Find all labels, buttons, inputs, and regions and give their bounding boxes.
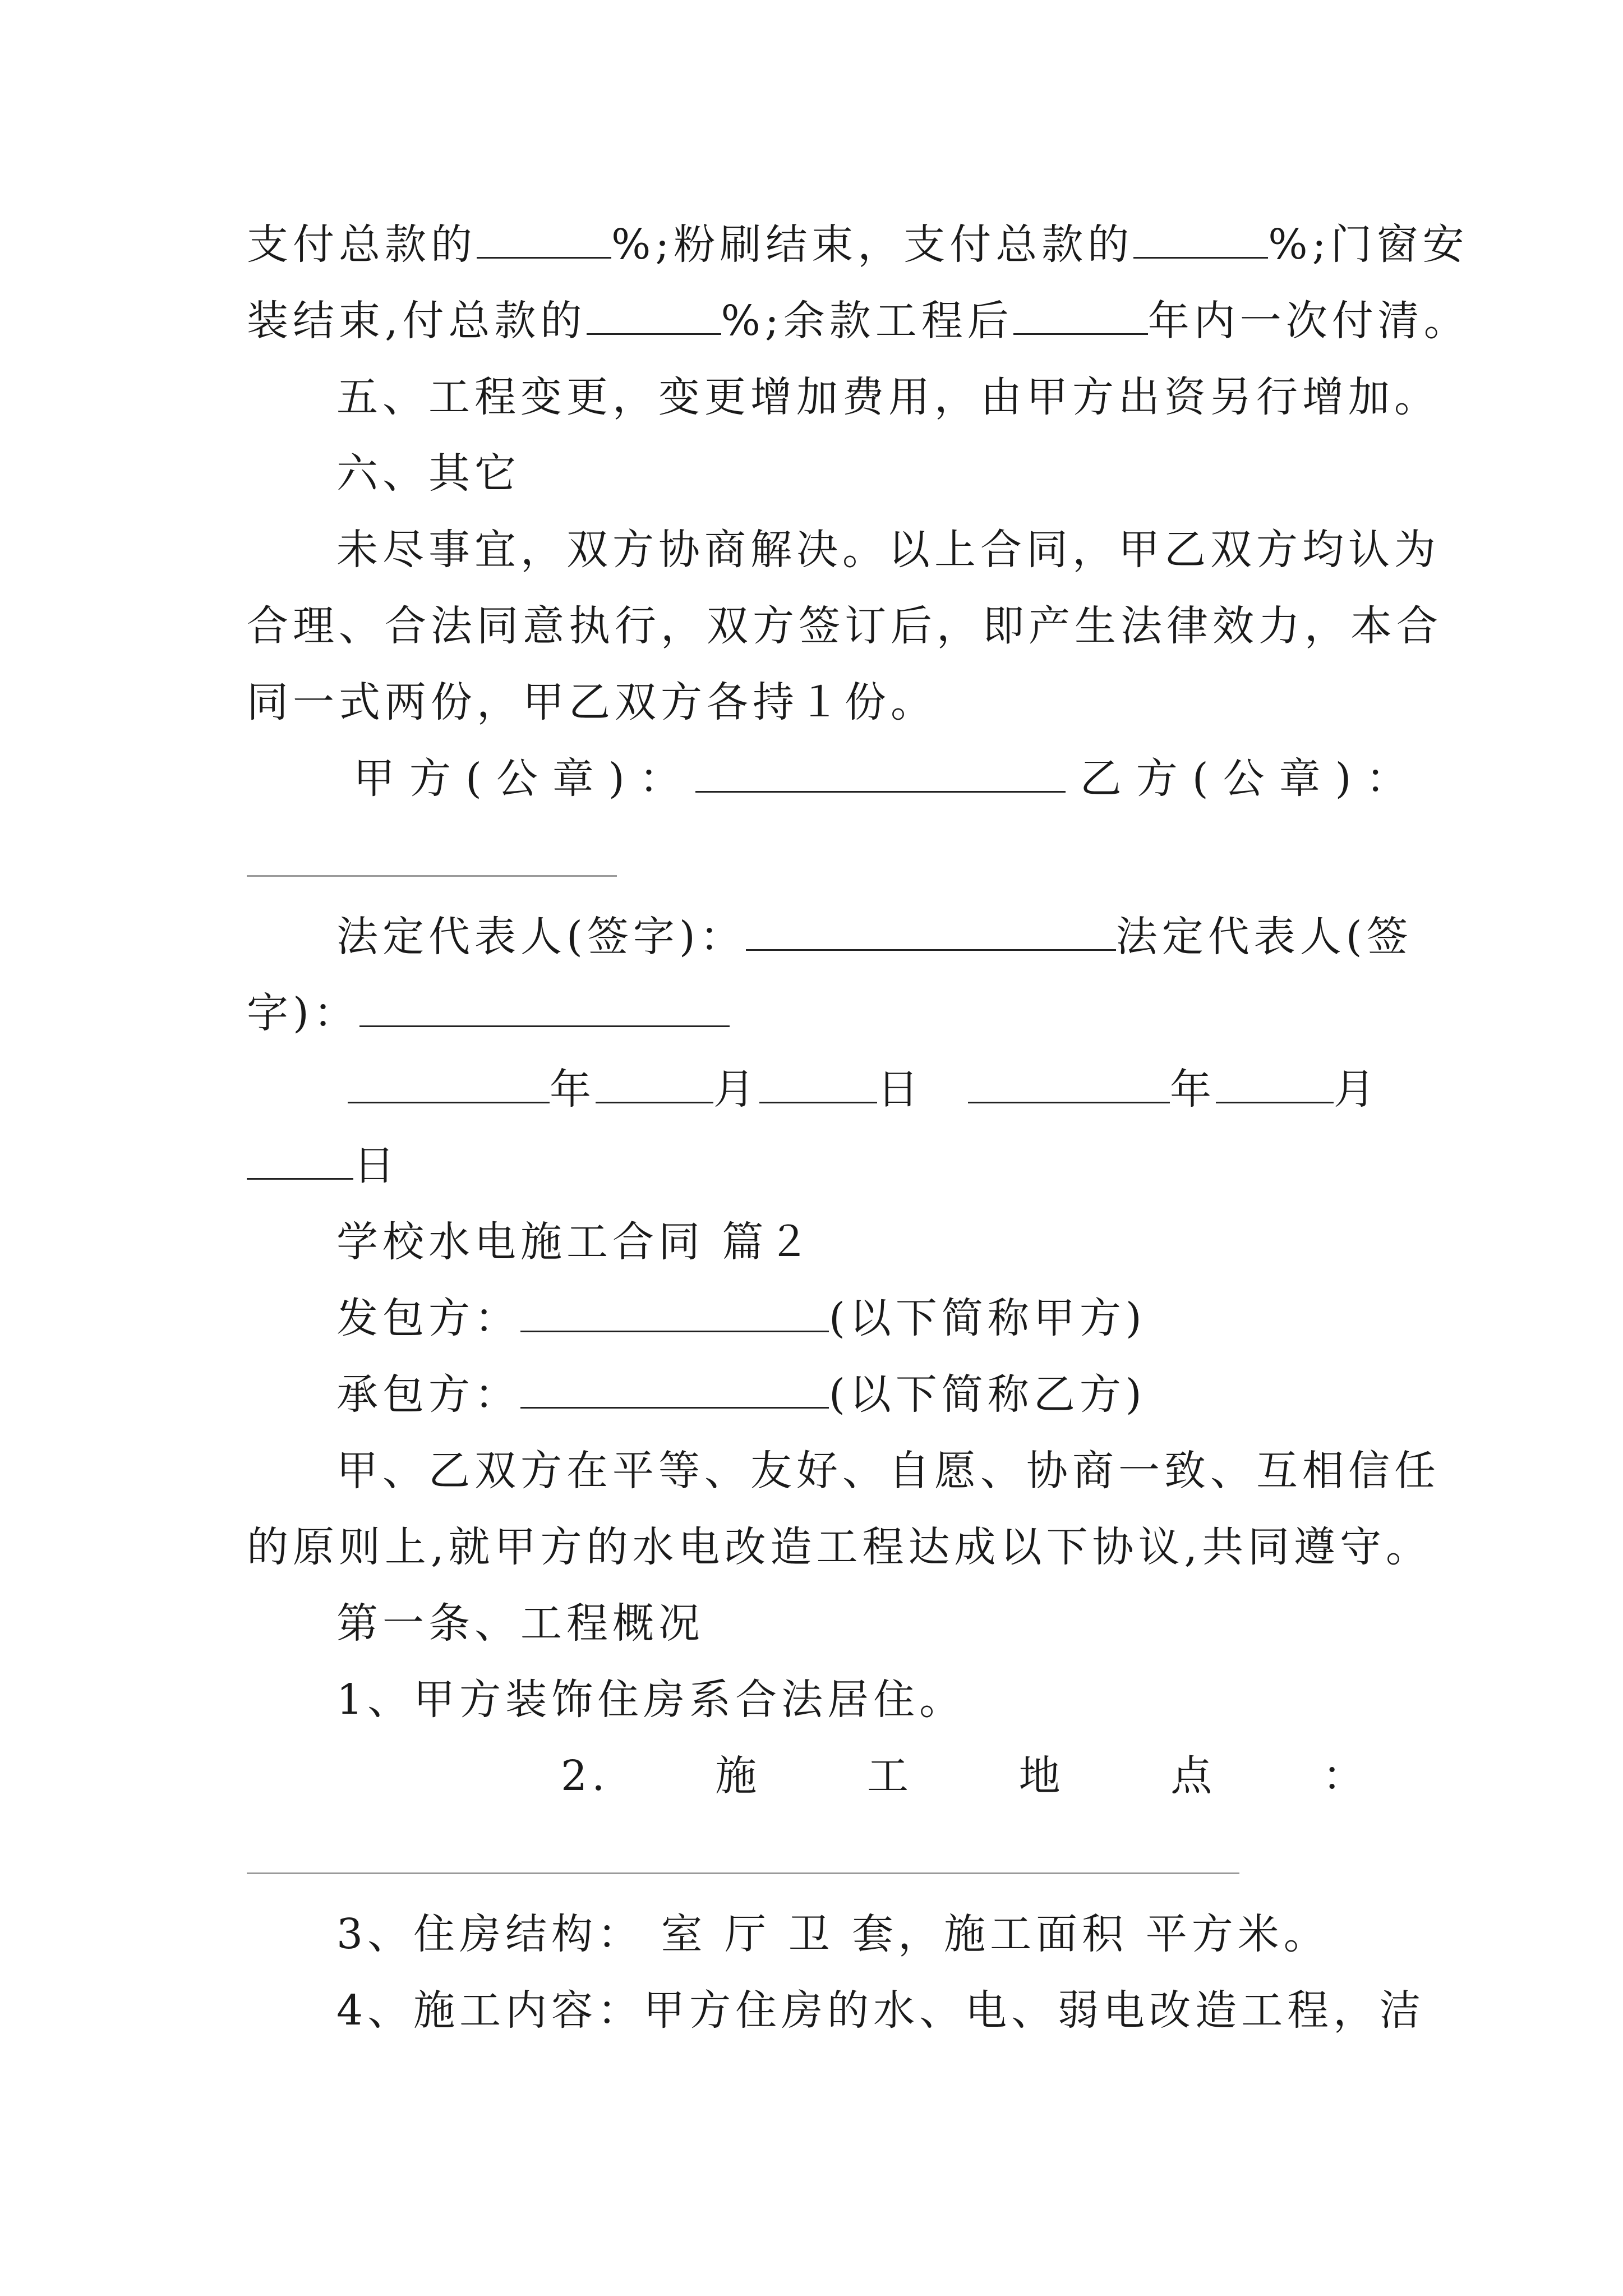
date-day-label: 日 [877, 1065, 923, 1114]
fill-blank [1216, 1067, 1334, 1103]
fill-blank [1133, 222, 1268, 259]
fill-blank [746, 914, 1116, 951]
text-segment: ： [1322, 1752, 1368, 1800]
fill-blank [520, 1372, 829, 1409]
text-line [247, 218, 1469, 272]
fill-blank [348, 1067, 550, 1103]
fill-blank [477, 222, 611, 259]
contractor-b-line [336, 1368, 1146, 1421]
date-line-cont [247, 1139, 399, 1193]
signature-line-representative [336, 910, 1413, 964]
signature-rule [247, 875, 617, 877]
fill-blank [759, 1067, 877, 1103]
party-a-seal-label: 甲方(公章)： [353, 754, 695, 803]
text-line: 3、住房结构： 室 厅 卫 套，施工面积 平方米。 [336, 1910, 1330, 1958]
fill-blank [1013, 298, 1148, 335]
text-segment: 承包方： [336, 1370, 520, 1419]
section-heading: 第一条、工程概况 [336, 1599, 704, 1648]
fill-blank [520, 1296, 829, 1332]
text-line: 未尽事宜，双方协商解决。以上合同，甲乙双方均认为 [336, 526, 1440, 574]
party-a-rep-label: 法定代表人(签字)： [336, 913, 746, 961]
text-line: 的原则上,就甲方的水电改造工程达成以下协议,共同遵守。 [247, 1523, 1432, 1571]
text-segment: 2. [561, 1752, 610, 1800]
text-line: 1、甲方装饰住房系合法居住。 [336, 1676, 966, 1724]
text-segment: 年内一次付清。 [1147, 297, 1470, 345]
date-day-label: 日 [353, 1142, 399, 1190]
address-fill-rule [247, 1872, 1239, 1874]
text-line: 4、施工内容：甲方住房的水、电、弱电改造工程，洁 [336, 1986, 1426, 2035]
date-year-label: 年 [1170, 1065, 1216, 1114]
text-line: 合理、合法同意执行，双方签订后，即产生法律效力，本合 [247, 602, 1442, 650]
site-address-line [561, 1749, 1368, 1803]
text-segment: 支付总款的 [247, 220, 477, 269]
text-segment: 装结束,付总款的 [247, 297, 587, 345]
fill-blank [596, 1067, 713, 1103]
contractor-a-line [336, 1291, 1146, 1345]
text-segment: 字)： [247, 989, 359, 1037]
fill-blank [968, 1067, 1170, 1103]
date-line [348, 1062, 1380, 1116]
text-segment: 施 [715, 1752, 762, 1800]
text-line: 五、工程变更，变更增加费用，由甲方出资另行增加。 [336, 373, 1440, 421]
fill-blank [695, 756, 1066, 793]
text-line: 甲、乙双方在平等、友好、自愿、协商一致、互相信任 [336, 1447, 1440, 1495]
party-b-rep-label: 法定代表人(签 [1115, 913, 1413, 961]
text-segment: 发包方： [336, 1294, 520, 1342]
party-b-seal-label: 乙方(公章)： [1080, 754, 1422, 803]
signature-line-representative-cont [247, 986, 730, 1040]
text-segment: 点 [1170, 1752, 1217, 1800]
signature-line-seal [353, 752, 1422, 806]
text-segment: 工 [866, 1752, 913, 1800]
text-line [247, 294, 1470, 348]
text-segment: (以下简称甲方) [829, 1294, 1146, 1342]
text-segment: %;余款工程后 [721, 297, 1013, 345]
contract-title: 学校水电施工合同 篇２ [336, 1218, 814, 1266]
fill-blank [587, 298, 721, 335]
text-segment: %;门窗安 [1268, 220, 1469, 269]
text-segment: %;粉刷结束，支付总款的 [611, 220, 1134, 269]
fill-blank [247, 1143, 353, 1180]
section-heading: 六、其它 [336, 449, 520, 498]
date-month-label: 月 [713, 1065, 759, 1114]
text-segment: (以下简称乙方) [829, 1370, 1146, 1419]
date-year-label: 年 [550, 1065, 596, 1114]
text-line: 同一式两份，甲乙双方各持１份。 [247, 678, 937, 726]
fill-blank [359, 991, 730, 1027]
text-segment: 地 [1018, 1752, 1065, 1800]
date-month-label: 月 [1334, 1065, 1380, 1114]
